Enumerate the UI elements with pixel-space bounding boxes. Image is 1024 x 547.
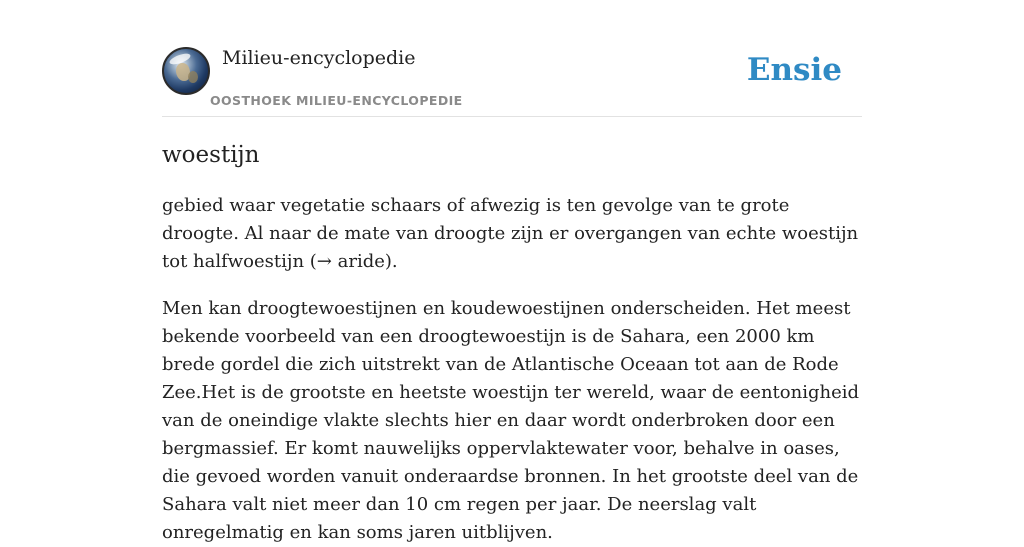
article: [162, 136, 866, 547]
earth-globe-icon[interactable]: [162, 47, 210, 95]
site-header: [162, 0, 862, 117]
article-title: woestijn: [162, 142, 260, 168]
site-subtitle: OOSTHOEK MILIEU-ENCYCLOPEDIE: [210, 93, 463, 108]
brand-logo-link[interactable]: Ensie: [746, 52, 842, 88]
article-paragraph: Men kan droogtewoestijnen en koudewoestijnen onderscheiden. Het meest bekende voorbeeld van een droogtewoestijn is de Sahara, een 2000 km brede gordel die zich uitstrekt van de Atlantische Oceaan tot aan de Rode Zee.Het is de grootste en heetste woestijn ter wereld, waar de eentonigheid van de oneindige vlakte slechts hier en daar wordt onderbroken door een bergmassief. Er komt nauwelijks oppervlaktewater voor, behalve in oases, die gevoed worden vanuit onderaardse bronnen. In het grootste deel van de Sahara valt niet meer dan 10 cm regen per jaar. De neerslag valt onregelmatig en kan soms jaren uitblijven.: [162, 298, 859, 543]
site-title-link[interactable]: Milieu-encyclopedie: [222, 47, 416, 69]
article-paragraph: gebied waar vegetatie schaars of afwezig is ten gevolge van te grote droogte. Al naar de mate van droogte zijn er overgangen van echte woestijn tot halfwoestijn (→ aride).: [162, 195, 859, 272]
globe-landmass: [188, 71, 198, 83]
